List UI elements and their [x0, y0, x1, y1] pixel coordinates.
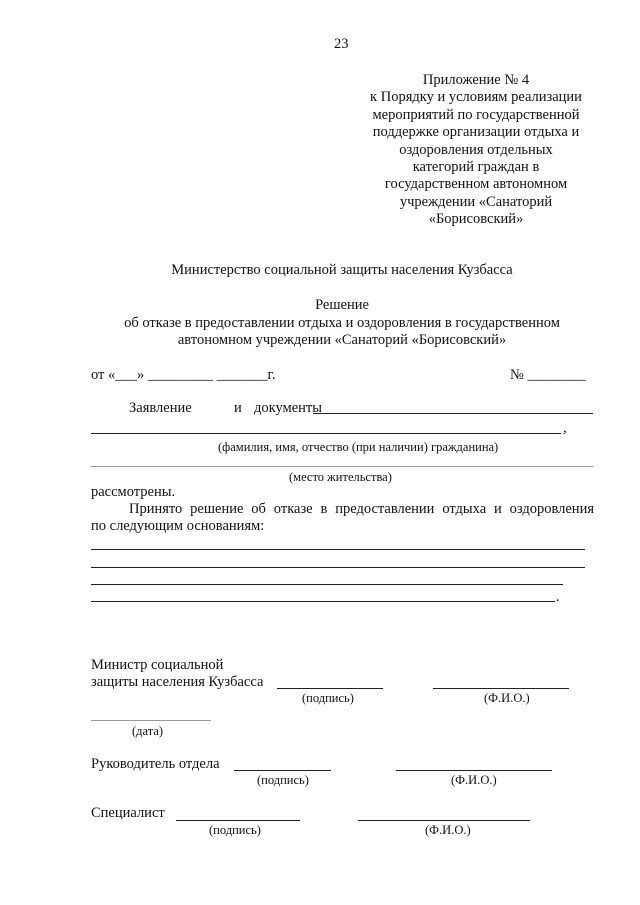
minister-signature-line[interactable] [277, 688, 383, 689]
appendix-line: категорий граждан в [412, 159, 540, 176]
applicant-input-line[interactable] [313, 413, 593, 414]
head-of-department-label: Руководитель отдела [91, 756, 220, 772]
page-number: 23 [334, 36, 349, 52]
reason-input-line[interactable] [91, 584, 563, 585]
fio-caption: (Ф.И.О.) [451, 773, 497, 787]
head-signature-line[interactable] [234, 770, 331, 771]
specialist-fio-line[interactable] [358, 820, 530, 821]
fio-caption: (Ф.И.О.) [425, 823, 471, 837]
ministry-name: Министерство социальной защиты населения Кузбасса [171, 262, 513, 278]
appendix-line: к Порядку и условиям реализации [370, 89, 582, 106]
decision-subtitle-line-2: автономном учреждении «Санаторий «Борисовский» [177, 332, 507, 348]
residence-input-line[interactable] [91, 466, 593, 467]
appendix-line: мероприятий по государственной [372, 106, 580, 123]
decision-title: Решение [315, 297, 369, 313]
number-field[interactable]: № ________ [510, 367, 586, 383]
appendix-line: оздоровления отдельных [399, 141, 553, 158]
reason-input-line[interactable] [91, 567, 585, 568]
application-label-1: Заявление [129, 400, 192, 416]
minister-title-line-1: Министр социальной [91, 657, 224, 673]
appendix-line: поддержке организации отдыха и [372, 124, 580, 141]
residence-caption: (место жительства) [289, 470, 392, 484]
appendix-line: государственном автономном [384, 176, 568, 193]
appendix-line: «Борисовский» [428, 211, 524, 228]
reason-input-line[interactable] [91, 601, 555, 602]
reasons-line-1: Принято решение об отказе в предоставлении отдыха и оздоровления [129, 501, 594, 517]
specialist-signature-line[interactable] [176, 820, 300, 821]
reason-input-line[interactable] [91, 549, 585, 550]
application-label-2: и [234, 400, 242, 416]
application-label-3: документы [254, 400, 322, 416]
period: . [556, 589, 560, 605]
reasons-line-2: по следующим основаниям: [91, 518, 265, 534]
decision-subtitle-line-1: об отказе в предоставлении отдыха и оздоровления в государственном [124, 315, 560, 331]
reviewed-text: рассмотрены. [91, 484, 176, 500]
signature-caption: (подпись) [257, 773, 309, 787]
applicant-input-line-2[interactable] [91, 433, 561, 434]
minister-title-line-2: защиты населения Кузбасса [91, 674, 264, 690]
appendix-block [360, 72, 592, 229]
fio-caption: (Ф.И.О.) [484, 691, 530, 705]
head-fio-line[interactable] [396, 770, 552, 771]
fio-caption: (фамилия, имя, отчество (при наличии) гражданина) [218, 440, 499, 454]
comma: , [563, 420, 567, 436]
appendix-line: учреждении «Санаторий [399, 193, 553, 210]
signature-caption: (подпись) [209, 823, 261, 837]
minister-fio-line[interactable] [433, 688, 569, 689]
specialist-label: Специалист [91, 805, 165, 821]
signature-caption: (подпись) [302, 691, 354, 705]
date-input-line[interactable] [91, 720, 211, 721]
date-caption: (дата) [132, 724, 164, 738]
date-field[interactable]: от «___» _________ _______г. [91, 367, 276, 383]
appendix-line: Приложение № 4 [422, 72, 530, 88]
